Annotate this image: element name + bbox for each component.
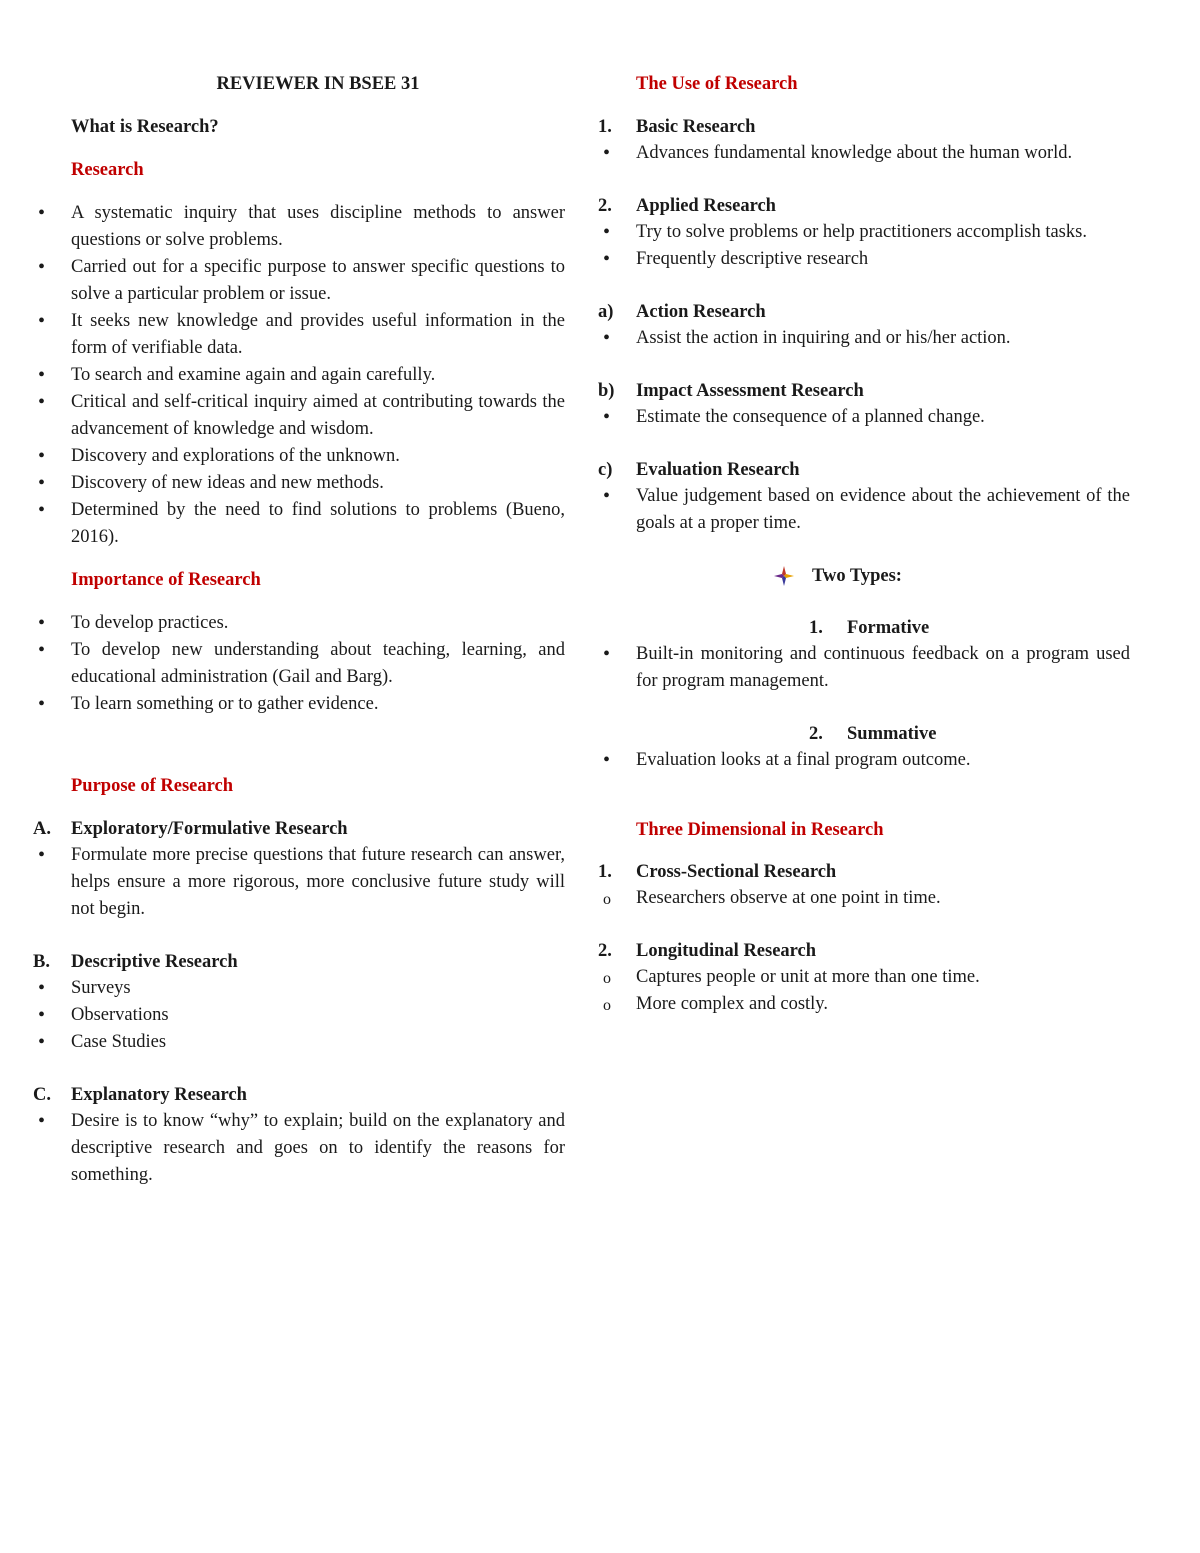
formative-title: 1. Formative [847, 615, 1130, 641]
list-item: • Surveys [71, 975, 565, 1002]
left-column [33, 68, 565, 1189]
item-marker: a) [598, 302, 614, 322]
use-heading: The Use of Research [636, 74, 798, 94]
list-item: • Estimate the consequence of a planned change. [636, 404, 1130, 431]
list-item: • Observations [71, 1002, 565, 1029]
research-bullets [71, 200, 565, 551]
list-item: • Discovery and explorations of the unknown. [71, 443, 565, 470]
question-heading: What is Research? [71, 117, 219, 137]
importance-bullets [71, 610, 565, 718]
list-item: • To search and examine again and again carefully. [71, 362, 565, 389]
list-item: • To develop practices. [71, 610, 565, 637]
list-item: • Advances fundamental knowledge about the human world. [636, 140, 1130, 167]
document-title: REVIEWER IN BSEE 31 [216, 74, 420, 94]
two-types-heading: Two Types: [812, 563, 1130, 589]
item-marker: 2. [598, 196, 612, 216]
item-marker: c) [598, 460, 613, 480]
list-item: • Formulate more precise questions that future research can answer, helps ensure a more rigorous, more conclusive future study will not begin. [71, 842, 565, 923]
purpose-item-a-title: A. Exploratory/Formulative Research [71, 816, 565, 842]
list-item: • Discovery of new ideas and new methods. [71, 470, 565, 497]
applied-research-bullets [636, 219, 1130, 273]
item-marker: 2. [598, 941, 612, 961]
sparkle-bullet-icon [774, 566, 794, 586]
list-item: • Value judgement based on evidence about the achievement of the goals at a proper time. [636, 483, 1130, 537]
purpose-heading: Purpose of Research [71, 776, 234, 796]
list-item: • Critical and self-critical inquiry aimed at contributing towards the advancement of knowledge and wisdom. [71, 389, 565, 443]
list-item: • Try to solve problems or help practitioners accomplish tasks. [636, 219, 1130, 246]
action-research-bullets [636, 325, 1130, 352]
summative-bullets [636, 747, 1130, 774]
formative-bullets [636, 641, 1130, 695]
list-item: • Determined by the need to find solutions to problems (Bueno, 2016). [71, 497, 565, 551]
right-column [598, 68, 1130, 1018]
list-item: • To learn something or to gather evidence. [71, 691, 565, 718]
basic-research-title: 1. Basic Research [636, 114, 1130, 140]
item-marker: 1. [598, 117, 612, 137]
item-marker: C. [33, 1085, 51, 1105]
research-heading: Research [71, 160, 144, 180]
list-item: • Evaluation looks at a final program outcome. [636, 747, 1130, 774]
longitudinal-bullets [636, 964, 1130, 1018]
list-item: • To develop new understanding about teaching, learning, and educational administration (Gail and Barg). [71, 637, 565, 691]
list-item: o More complex and costly. [636, 991, 1130, 1018]
item-marker: 1. [809, 618, 823, 638]
purpose-item-a-bullets [71, 842, 565, 923]
basic-research-bullets [636, 140, 1130, 167]
evaluation-research-title: c) Evaluation Research [636, 457, 1130, 483]
list-item: • Assist the action in inquiring and or his/her action. [636, 325, 1130, 352]
importance-heading: Importance of Research [71, 570, 261, 590]
action-research-title: a) Action Research [636, 299, 1130, 325]
list-item: • Frequently descriptive research [636, 246, 1130, 273]
list-item: o Researchers observe at one point in time. [636, 885, 1130, 912]
purpose-item-b-title: B. Descriptive Research [71, 949, 565, 975]
list-item: • A systematic inquiry that uses discipline methods to answer questions or solve problems. [71, 200, 565, 254]
purpose-item-c-bullets [71, 1108, 565, 1189]
list-item: • Desire is to know “why” to explain; build on the explanatory and descriptive research and goes on to identify the reasons for something. [71, 1108, 565, 1189]
item-marker: B. [33, 952, 50, 972]
list-item: • Built-in monitoring and continuous feedback on a program used for program management. [636, 641, 1130, 695]
item-marker: 2. [809, 724, 823, 744]
purpose-item-c-title: C. Explanatory Research [71, 1082, 565, 1108]
purpose-item-b-bullets [71, 975, 565, 1056]
item-marker: A. [33, 819, 51, 839]
dimensional-heading: Three Dimensional in Research [636, 820, 884, 840]
evaluation-research-bullets [636, 483, 1130, 537]
summative-title: 2. Summative [847, 721, 1130, 747]
impact-assessment-title: b) Impact Assessment Research [636, 378, 1130, 404]
list-item: o Captures people or unit at more than one time. [636, 964, 1130, 991]
list-item: • It seeks new knowledge and provides useful information in the form of verifiable data. [71, 308, 565, 362]
longitudinal-title: 2. Longitudinal Research [636, 938, 1130, 964]
item-marker: 1. [598, 862, 612, 882]
impact-assessment-bullets [636, 404, 1130, 431]
item-marker: b) [598, 381, 615, 401]
cross-sectional-bullets [636, 885, 1130, 912]
applied-research-title: 2. Applied Research [636, 193, 1130, 219]
list-item: • Carried out for a specific purpose to answer specific questions to solve a particular problem or issue. [71, 254, 565, 308]
cross-sectional-title: 1. Cross-Sectional Research [636, 859, 1130, 885]
list-item: • Case Studies [71, 1029, 565, 1056]
